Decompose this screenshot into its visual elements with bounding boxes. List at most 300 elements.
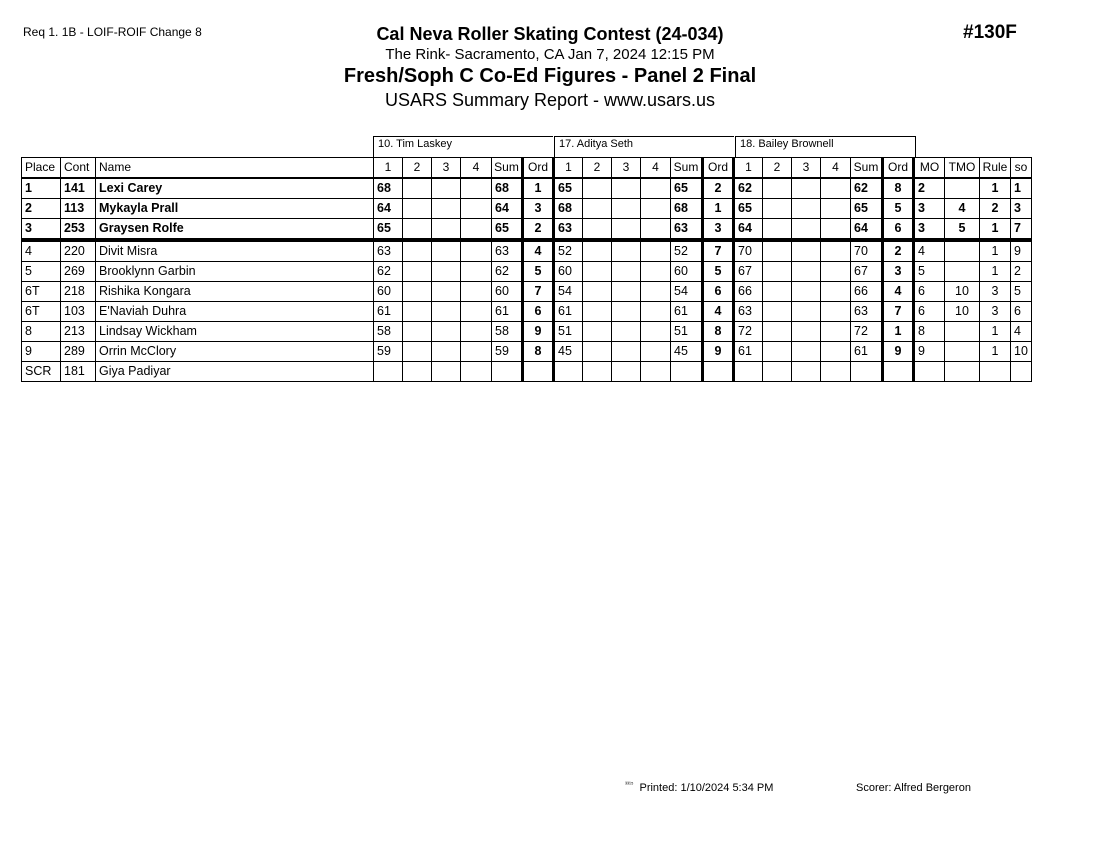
- judge-score-3: [612, 178, 641, 199]
- judge-score-2: [583, 302, 612, 322]
- name-cell: Lindsay Wickham: [96, 322, 374, 342]
- judge-score-2: [583, 240, 612, 262]
- judge-sum: 51: [671, 322, 703, 342]
- judge-score-2: [583, 322, 612, 342]
- name-cell: E'Naviah Duhra: [96, 302, 374, 322]
- name-cell: Giya Padiyar: [96, 362, 374, 382]
- judge-sum: [851, 362, 883, 382]
- judge-score-3: [432, 240, 461, 262]
- mo-cell: 6: [914, 282, 945, 302]
- judge-score-2: [583, 342, 612, 362]
- judge-score-1: 61: [554, 302, 583, 322]
- so-cell: 3: [1011, 199, 1032, 219]
- mo-cell: 8: [914, 322, 945, 342]
- judge-score-3: [792, 262, 821, 282]
- judge-score-2: [763, 342, 792, 362]
- cont-cell: 218: [61, 282, 96, 302]
- judge-ordinal: 7: [883, 302, 914, 322]
- judge-ordinal: 6: [523, 302, 554, 322]
- col-j2-s1: 1: [554, 158, 583, 179]
- table-row: [22, 322, 1032, 342]
- judge-2-name: 17. Aditya Seth: [554, 136, 734, 157]
- judge-ordinal: 4: [703, 302, 734, 322]
- judge-score-3: [432, 199, 461, 219]
- judge-score-4: [461, 219, 492, 241]
- results-table: [21, 157, 1032, 382]
- rule-cell: 1: [980, 219, 1011, 241]
- tmo-cell: [945, 262, 980, 282]
- judge-score-2: [763, 302, 792, 322]
- judge-score-4: [821, 302, 851, 322]
- rule-cell: 2: [980, 199, 1011, 219]
- judge-score-1: 58: [374, 322, 403, 342]
- judge-score-4: [641, 342, 671, 362]
- name-cell: Lexi Carey: [96, 178, 374, 199]
- judge-score-2: [403, 219, 432, 241]
- name-cell: Orrin McClory: [96, 342, 374, 362]
- judge-ordinal: 8: [523, 342, 554, 362]
- judge-score-4: [641, 199, 671, 219]
- rule-cell: 3: [980, 302, 1011, 322]
- so-cell: 6: [1011, 302, 1032, 322]
- judge-score-1: 52: [554, 240, 583, 262]
- judge-ordinal: 3: [523, 199, 554, 219]
- judge-sum: 45: [671, 342, 703, 362]
- judge-score-4: [641, 240, 671, 262]
- so-cell: 2: [1011, 262, 1032, 282]
- name-cell: Brooklynn Garbin: [96, 262, 374, 282]
- tmo-cell: [945, 240, 980, 262]
- mo-cell: 6: [914, 302, 945, 322]
- judge-score-4: [821, 322, 851, 342]
- cont-cell: 181: [61, 362, 96, 382]
- judge-score-3: [612, 219, 641, 241]
- judge-score-2: [403, 282, 432, 302]
- judge-score-4: [461, 199, 492, 219]
- tmo-cell: [945, 362, 980, 382]
- judge-sum: 62: [851, 178, 883, 199]
- judge-score-3: [612, 199, 641, 219]
- judge-sum: 65: [492, 219, 523, 241]
- judge-score-3: [792, 199, 821, 219]
- judge-score-1: 61: [734, 342, 763, 362]
- judge-score-4: [641, 282, 671, 302]
- event-title: Fresh/Soph C Co-Ed Figures - Panel 2 Final: [343, 65, 757, 87]
- judge-score-2: [403, 342, 432, 362]
- judge-sum: 61: [851, 342, 883, 362]
- place-cell: 6T: [22, 282, 61, 302]
- cont-cell: 113: [61, 199, 96, 219]
- judge-score-4: [821, 342, 851, 362]
- so-cell: 10: [1011, 342, 1032, 362]
- judge-sum: 61: [671, 302, 703, 322]
- judge-ordinal: 2: [703, 178, 734, 199]
- judge-score-3: [612, 322, 641, 342]
- judge-ordinal: 9: [883, 342, 914, 362]
- so-cell: 1: [1011, 178, 1032, 199]
- judge-ordinal: 2: [883, 240, 914, 262]
- judge-score-3: [792, 240, 821, 262]
- judge-score-3: [792, 362, 821, 382]
- judge-score-4: [461, 322, 492, 342]
- judge-score-3: [432, 262, 461, 282]
- judge-ordinal: 4: [523, 240, 554, 262]
- tmo-cell: 10: [945, 302, 980, 322]
- judge-sum: 52: [671, 240, 703, 262]
- judge-score-3: [792, 219, 821, 241]
- judge-ordinal: 2: [523, 219, 554, 241]
- column-header-row: [22, 158, 1032, 179]
- table-row: [22, 240, 1032, 262]
- judge-score-4: [821, 219, 851, 241]
- judge-score-4: [461, 302, 492, 322]
- tmo-cell: [945, 178, 980, 199]
- judge-score-1: 54: [554, 282, 583, 302]
- table-row: [22, 282, 1032, 302]
- col-name: Name: [96, 158, 374, 179]
- judge-score-2: [583, 219, 612, 241]
- judge-score-4: [641, 362, 671, 382]
- col-j1-s3: 3: [432, 158, 461, 179]
- judge-ordinal: 7: [523, 282, 554, 302]
- table-row: [22, 262, 1032, 282]
- judge-score-1: 59: [374, 342, 403, 362]
- judge-sum: 54: [671, 282, 703, 302]
- mo-cell: [914, 362, 945, 382]
- judge-score-3: [612, 302, 641, 322]
- judge-score-1: 65: [554, 178, 583, 199]
- judge-ordinal: 1: [523, 178, 554, 199]
- col-rule: Rule: [980, 158, 1011, 179]
- so-cell: 5: [1011, 282, 1032, 302]
- judge-ordinal: 3: [703, 219, 734, 241]
- cont-cell: 141: [61, 178, 96, 199]
- judge-score-3: [792, 322, 821, 342]
- name-cell: Mykayla Prall: [96, 199, 374, 219]
- judge-score-1: [734, 362, 763, 382]
- judge-score-1: 64: [374, 199, 403, 219]
- judge-score-2: [583, 362, 612, 382]
- so-cell: 7: [1011, 219, 1032, 241]
- col-j3-s1: 1: [734, 158, 763, 179]
- so-cell: [1011, 362, 1032, 382]
- judge-score-2: [403, 362, 432, 382]
- judge-ordinal: 6: [883, 219, 914, 241]
- judge-score-3: [792, 342, 821, 362]
- judge-sum: 65: [671, 178, 703, 199]
- judge-score-1: 63: [734, 302, 763, 322]
- tmo-cell: 4: [945, 199, 980, 219]
- judge-sum: 61: [492, 302, 523, 322]
- table-row: [22, 178, 1032, 199]
- col-j3-s2: 2: [763, 158, 792, 179]
- judge-sum: 67: [851, 262, 883, 282]
- cont-cell: 103: [61, 302, 96, 322]
- judge-ordinal: 9: [523, 322, 554, 342]
- tmo-cell: [945, 322, 980, 342]
- judge-score-2: [763, 262, 792, 282]
- judge-score-2: [763, 282, 792, 302]
- venue-line: The Rink- Sacramento, CA Jan 7, 2024 12:15 PM: [385, 46, 715, 63]
- col-j2-s4: 4: [641, 158, 671, 179]
- judge-ordinal: 1: [703, 199, 734, 219]
- tmo-cell: 5: [945, 219, 980, 241]
- judge-score-3: [792, 178, 821, 199]
- judge-score-2: [763, 178, 792, 199]
- printed-timestamp: Printed: 1/10/2024 5:34 PM: [639, 782, 774, 794]
- judge-ordinal: 5: [523, 262, 554, 282]
- judge-score-2: [583, 199, 612, 219]
- name-cell: Divit Misra: [96, 240, 374, 262]
- judge-sum: 60: [492, 282, 523, 302]
- judge-score-2: [763, 322, 792, 342]
- judge-sum: 60: [671, 262, 703, 282]
- name-cell: Rishika Kongara: [96, 282, 374, 302]
- judge-score-2: [403, 302, 432, 322]
- event-code: #130F: [963, 22, 1017, 43]
- judge-score-1: 64: [734, 219, 763, 241]
- judge-score-4: [821, 240, 851, 262]
- results-body: [22, 178, 1032, 382]
- scorer-line: Scorer: Alfred Bergeron: [856, 782, 971, 794]
- judge-sum: 63: [851, 302, 883, 322]
- col-j2-s2: 2: [583, 158, 612, 179]
- table-row: [22, 362, 1032, 382]
- judge-sum: 58: [492, 322, 523, 342]
- judge-score-1: 72: [734, 322, 763, 342]
- col-tmo: TMO: [945, 158, 980, 179]
- col-j2-ord: Ord: [703, 158, 734, 179]
- judge-score-2: [763, 219, 792, 241]
- judge-score-4: [461, 262, 492, 282]
- judge-score-4: [461, 342, 492, 362]
- col-cont: Cont: [61, 158, 96, 179]
- col-j3-sum: Sum: [851, 158, 883, 179]
- judge-ordinal: 1: [883, 322, 914, 342]
- col-j3-ord: Ord: [883, 158, 914, 179]
- rule-cell: [980, 362, 1011, 382]
- rule-cell: 1: [980, 322, 1011, 342]
- judge-score-4: [461, 178, 492, 199]
- table-row: [22, 342, 1032, 362]
- col-j1-s1: 1: [374, 158, 403, 179]
- judge-score-1: 65: [374, 219, 403, 241]
- mo-cell: 9: [914, 342, 945, 362]
- place-cell: 2: [22, 199, 61, 219]
- judge-score-2: [583, 282, 612, 302]
- judge-ordinal: 4: [883, 282, 914, 302]
- judge-score-3: [432, 362, 461, 382]
- judge-sum: 70: [851, 240, 883, 262]
- judge-score-4: [821, 362, 851, 382]
- judge-ordinal: 7: [703, 240, 734, 262]
- contest-title: Cal Neva Roller Skating Contest (24-034): [376, 24, 724, 44]
- judge-ordinal: [523, 362, 554, 382]
- judge-score-1: 63: [374, 240, 403, 262]
- judge-score-2: [403, 322, 432, 342]
- judge-score-1: [554, 362, 583, 382]
- place-cell: 6T: [22, 302, 61, 322]
- judge-score-3: [612, 262, 641, 282]
- mo-cell: 3: [914, 219, 945, 241]
- judge-ordinal: 6: [703, 282, 734, 302]
- judge-ordinal: [703, 362, 734, 382]
- rule-cell: 1: [980, 342, 1011, 362]
- judge-score-1: 68: [374, 178, 403, 199]
- judge-sum: 66: [851, 282, 883, 302]
- judge-ordinal: [883, 362, 914, 382]
- col-j3-s3: 3: [792, 158, 821, 179]
- judge-score-4: [641, 322, 671, 342]
- judge-score-1: [374, 362, 403, 382]
- judge-score-4: [461, 282, 492, 302]
- rule-cell: 3: [980, 282, 1011, 302]
- judge-sum: 64: [492, 199, 523, 219]
- rule-cell: 1: [980, 178, 1011, 199]
- judge-sum: 63: [671, 219, 703, 241]
- judge-score-1: 66: [734, 282, 763, 302]
- judge-score-3: [792, 302, 821, 322]
- judge-score-1: 62: [734, 178, 763, 199]
- table-row: [22, 199, 1032, 219]
- judge-ordinal: 8: [703, 322, 734, 342]
- judge-score-1: 62: [374, 262, 403, 282]
- judge-score-4: [821, 199, 851, 219]
- request-info: Req 1. 1B - LOIF-ROIF Change 8: [23, 25, 202, 39]
- judge-score-1: 68: [554, 199, 583, 219]
- judge-score-3: [612, 362, 641, 382]
- judge-score-3: [792, 282, 821, 302]
- judge-score-3: [432, 178, 461, 199]
- judge-ordinal: 5: [883, 199, 914, 219]
- judge-score-3: [612, 282, 641, 302]
- judge-1-name: 10. Tim Laskey: [373, 136, 553, 157]
- judge-score-2: [763, 240, 792, 262]
- judge-score-3: [612, 240, 641, 262]
- cont-cell: 213: [61, 322, 96, 342]
- printed-line: [625, 782, 773, 794]
- judge-score-3: [432, 219, 461, 241]
- judge-score-2: [763, 199, 792, 219]
- table-row: [22, 302, 1032, 322]
- cont-cell: 289: [61, 342, 96, 362]
- judge-score-3: [432, 282, 461, 302]
- cont-cell: 220: [61, 240, 96, 262]
- cont-cell: 253: [61, 219, 96, 241]
- col-j2-s3: 3: [612, 158, 641, 179]
- mo-cell: 2: [914, 178, 945, 199]
- judge-score-1: 45: [554, 342, 583, 362]
- rule-cell: 1: [980, 262, 1011, 282]
- judge-sum: [671, 362, 703, 382]
- judge-score-4: [821, 178, 851, 199]
- judge-score-4: [821, 282, 851, 302]
- judge-score-1: 63: [554, 219, 583, 241]
- place-cell: 5: [22, 262, 61, 282]
- judge-score-2: [403, 240, 432, 262]
- so-cell: 9: [1011, 240, 1032, 262]
- name-cell: Graysen Rolfe: [96, 219, 374, 241]
- judge-score-4: [641, 178, 671, 199]
- tmo-cell: 10: [945, 282, 980, 302]
- judge-sum: 63: [492, 240, 523, 262]
- judge-ordinal: 5: [703, 262, 734, 282]
- judge-score-1: 65: [734, 199, 763, 219]
- judge-score-4: [461, 240, 492, 262]
- col-j1-s4: 4: [461, 158, 492, 179]
- col-so: so: [1011, 158, 1032, 179]
- place-cell: 8: [22, 322, 61, 342]
- col-j1-ord: Ord: [523, 158, 554, 179]
- report-title: USARS Summary Report - www.usars.us: [384, 90, 716, 110]
- place-cell: 3: [22, 219, 61, 241]
- judge-ordinal: 9: [703, 342, 734, 362]
- mo-cell: 3: [914, 199, 945, 219]
- table-row: [22, 219, 1032, 241]
- tiny-mark: ³³¹⁵: [625, 782, 634, 788]
- judge-score-3: [432, 302, 461, 322]
- judge-sum: 68: [492, 178, 523, 199]
- judge-score-1: 70: [734, 240, 763, 262]
- judge-score-4: [641, 219, 671, 241]
- judge-3-name: 18. Bailey Brownell: [735, 136, 916, 157]
- judge-score-1: 60: [374, 282, 403, 302]
- judge-score-1: 67: [734, 262, 763, 282]
- cont-cell: 269: [61, 262, 96, 282]
- judge-sum: 59: [492, 342, 523, 362]
- col-place: Place: [22, 158, 61, 179]
- judge-score-1: 61: [374, 302, 403, 322]
- mo-cell: 5: [914, 262, 945, 282]
- so-cell: 4: [1011, 322, 1032, 342]
- judge-sum: 68: [671, 199, 703, 219]
- judge-sum: 65: [851, 199, 883, 219]
- judge-score-1: 51: [554, 322, 583, 342]
- place-cell: 1: [22, 178, 61, 199]
- col-j3-s4: 4: [821, 158, 851, 179]
- judge-score-4: [641, 262, 671, 282]
- judge-score-1: 60: [554, 262, 583, 282]
- judge-score-2: [583, 178, 612, 199]
- judge-sum: 62: [492, 262, 523, 282]
- judge-score-2: [403, 199, 432, 219]
- place-cell: 9: [22, 342, 61, 362]
- judge-score-3: [432, 342, 461, 362]
- judge-sum: 64: [851, 219, 883, 241]
- judge-score-2: [763, 362, 792, 382]
- tmo-cell: [945, 342, 980, 362]
- judge-score-4: [461, 362, 492, 382]
- rule-cell: 1: [980, 240, 1011, 262]
- judge-score-4: [641, 302, 671, 322]
- judge-sum: [492, 362, 523, 382]
- col-mo: MO: [914, 158, 945, 179]
- mo-cell: 4: [914, 240, 945, 262]
- judge-score-2: [583, 262, 612, 282]
- judge-score-4: [821, 262, 851, 282]
- place-cell: SCR: [22, 362, 61, 382]
- judge-score-2: [403, 178, 432, 199]
- judge-ordinal: 3: [883, 262, 914, 282]
- judge-score-3: [432, 322, 461, 342]
- judge-score-3: [612, 342, 641, 362]
- col-j2-sum: Sum: [671, 158, 703, 179]
- judge-ordinal: 8: [883, 178, 914, 199]
- col-j1-s2: 2: [403, 158, 432, 179]
- col-j1-sum: Sum: [492, 158, 523, 179]
- judge-score-2: [403, 262, 432, 282]
- place-cell: 4: [22, 240, 61, 262]
